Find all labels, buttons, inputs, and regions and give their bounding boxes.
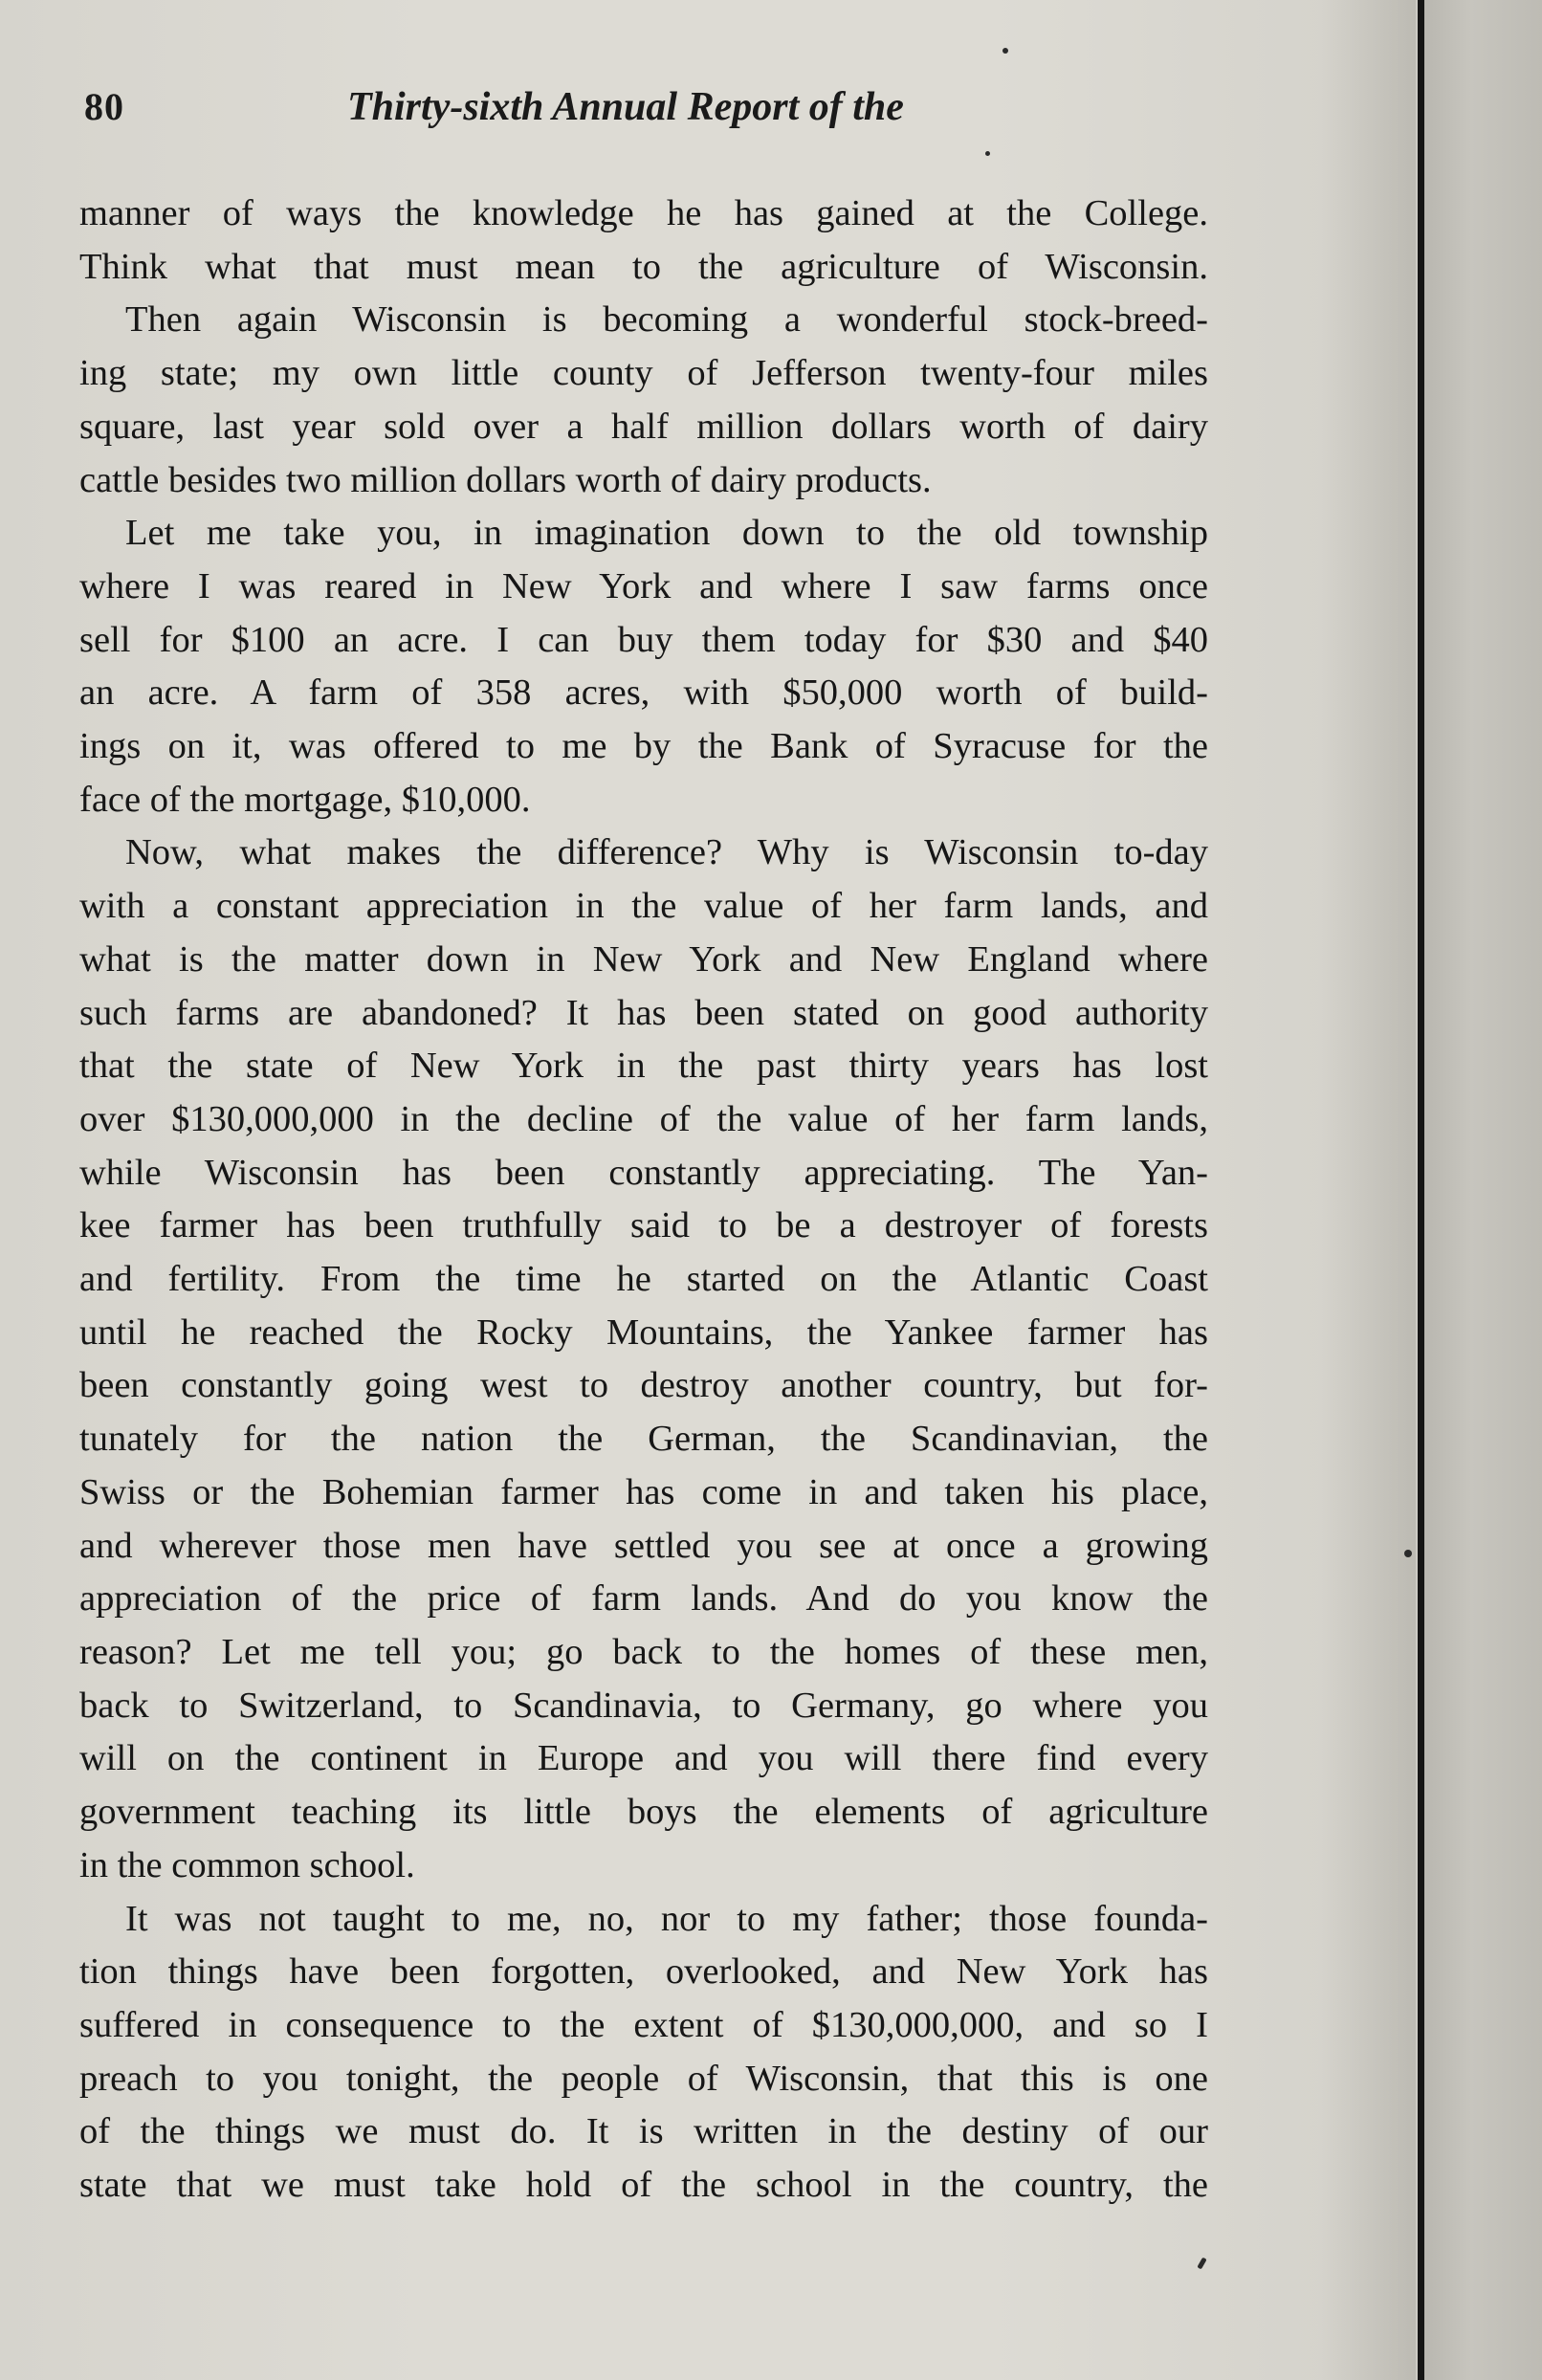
text-line: will on the continent in Europe and you will there find every: [79, 1738, 1208, 1779]
text-line: reason? Let me tell you; go back to the homes of these men,: [79, 1631, 1208, 1672]
text-line: suffered in consequence to the extent of $130,000,000, and so I: [79, 2004, 1208, 2045]
text-line: sell for $100 an acre. I can buy them today for $30 and $40: [79, 619, 1208, 660]
text-line: where I was reared in New York and where I saw farms once: [79, 565, 1208, 606]
ink-speck: [1002, 48, 1008, 54]
ink-mark: [1197, 2258, 1206, 2270]
text-line: square, last year sold over a half million dollars worth of dairy: [79, 406, 1208, 447]
text-line: tion things have been forgotten, overlooked, and New York has: [79, 1951, 1208, 1993]
text-line: over $130,000,000 in the decline of the value of her farm lands,: [79, 1098, 1208, 1139]
text-line: It was not taught to me, no, nor to my father; those founda-: [125, 1898, 1208, 1939]
binding-shadow: [1320, 0, 1416, 2380]
text-line: an acre. A farm of 358 acres, with $50,000 worth of build-: [79, 672, 1208, 714]
text-line: what is the matter down in New York and New England where: [79, 938, 1208, 980]
text-line: with a constant appreciation in the value of her farm lands, and: [79, 886, 1208, 927]
text-line: government teaching its little boys the elements of agriculture: [79, 1792, 1208, 1833]
running-title: Thirty-sixth Annual Report of the: [347, 85, 904, 129]
text-line: kee farmer has been truthfully said to be a destroyer of forests: [79, 1205, 1208, 1246]
text-line: of the things we must do. It is written in the destiny of our: [79, 2111, 1208, 2152]
text-line: Then again Wisconsin is becoming a wonderful stock-breed-: [125, 299, 1208, 341]
text-line: that the state of New York in the past thirty years has lost: [79, 1046, 1208, 1087]
paragraph-3: [79, 507, 1208, 826]
paragraph-1: [79, 187, 1208, 294]
paragraph-2: [79, 294, 1208, 507]
text-line: manner of ways the knowledge he has gained at the College.: [79, 193, 1208, 233]
text-line: Think what that must mean to the agriculture of Wisconsin.: [79, 246, 1208, 287]
text-line: Swiss or the Bohemian farmer has come in and taken his place,: [79, 1471, 1208, 1512]
page-number: 80: [84, 85, 124, 128]
text-line: tunately for the nation the German, the Scandinavian, the: [79, 1419, 1208, 1460]
text-line: and wherever those men have settled you see at once a growing: [79, 1525, 1208, 1566]
text-line: such farms are abandoned? It has been stated on good authority: [79, 992, 1208, 1033]
text-line: cattle besides two million dollars worth of dairy products.: [79, 459, 932, 500]
paragraph-4: [79, 826, 1208, 1892]
ink-speck: [1404, 1550, 1412, 1557]
ink-speck: [985, 151, 990, 156]
text-line: while Wisconsin has been constantly appreciating. The Yan-: [79, 1152, 1208, 1193]
text-line: ings on it, was offered to me by the Bank of Syracuse for the: [79, 726, 1208, 767]
facing-page-edge: [1424, 0, 1542, 2380]
page-gutter-line: [1418, 0, 1424, 2380]
text-line: back to Switzerland, to Scandinavia, to Germany, go where you: [79, 1685, 1208, 1726]
text-line: preach to you tonight, the people of Wisconsin, that this is one: [79, 2058, 1208, 2099]
text-line: in the common school.: [79, 1844, 415, 1885]
text-line: been constantly going west to destroy another country, but for-: [79, 1365, 1208, 1406]
text-line: Now, what makes the difference? Why is Wisconsin to-day: [125, 832, 1208, 873]
text-line: ing state; my own little county of Jefferson twenty-four miles: [79, 353, 1208, 394]
page-header: [84, 84, 1213, 142]
text-line: Let me take you, in imagination down to the old township: [125, 513, 1208, 554]
body-text: [79, 187, 1208, 2213]
text-line: and fertility. From the time he started on the Atlantic Coast: [79, 1259, 1208, 1300]
paragraph-5: [79, 1893, 1208, 2213]
text-line: until he reached the Rocky Mountains, the Yankee farmer has: [79, 1311, 1208, 1353]
text-line: state that we must take hold of the school in the country, the: [79, 2165, 1208, 2206]
text-line: face of the mortgage, $10,000.: [79, 779, 531, 820]
text-line: appreciation of the price of farm lands. And do you know the: [79, 1578, 1208, 1620]
